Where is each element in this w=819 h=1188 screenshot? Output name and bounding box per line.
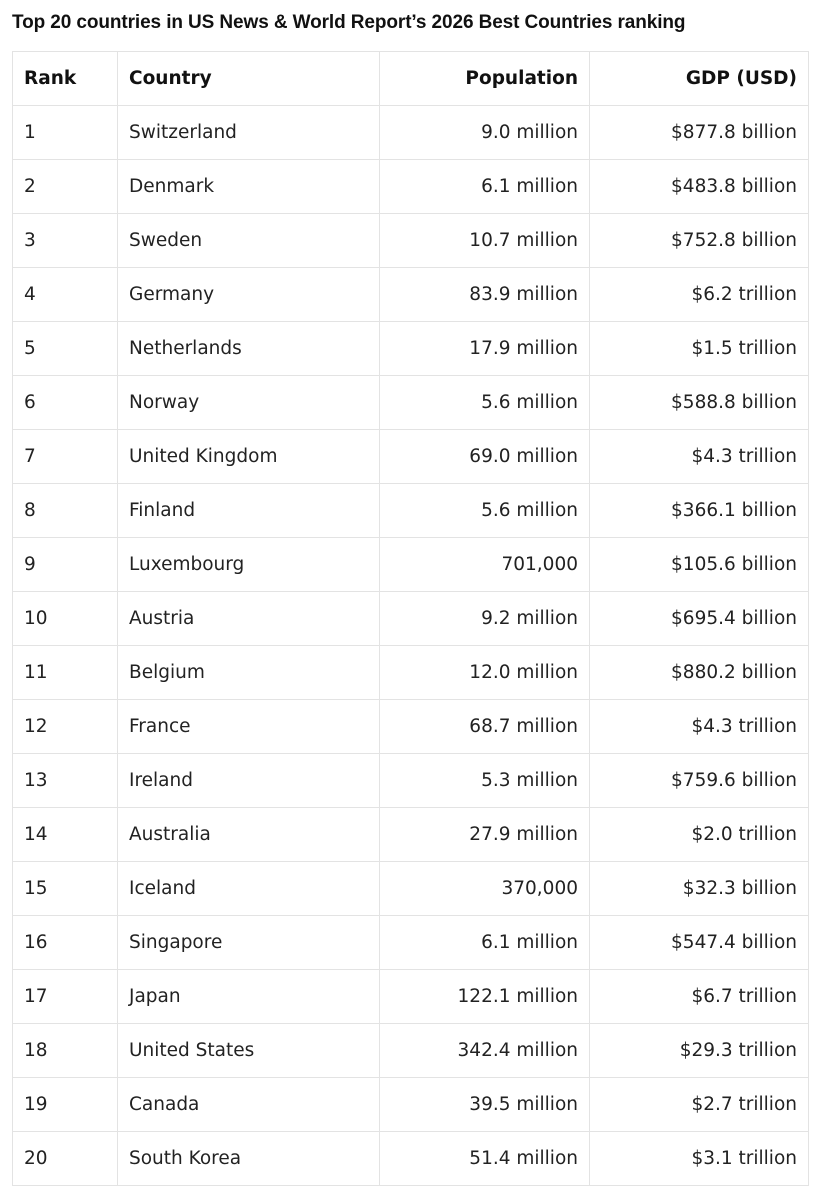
gdp-cell: $759.6 billion [590, 754, 809, 808]
table-row [13, 376, 809, 430]
country-cell: Canada [118, 1078, 380, 1132]
table-row [13, 592, 809, 646]
country-cell: Singapore [118, 916, 380, 970]
gdp-cell: $6.2 trillion [590, 268, 809, 322]
gdp-cell: $4.3 trillion [590, 700, 809, 754]
gdp-cell: $547.4 billion [590, 916, 809, 970]
gdp-cell: $2.7 trillion [590, 1078, 809, 1132]
population-cell: 6.1 million [380, 160, 590, 214]
table-row [13, 1132, 809, 1186]
gdp-cell: $6.7 trillion [590, 970, 809, 1024]
country-cell: Ireland [118, 754, 380, 808]
table-row [13, 916, 809, 970]
rank-cell: 3 [13, 214, 118, 268]
table-row [13, 484, 809, 538]
population-cell: 17.9 million [380, 322, 590, 376]
page-title: Top 20 countries in US News & World Report’s 2026 Best Countries ranking [12, 12, 686, 33]
rankings-table [12, 51, 809, 1186]
rank-cell: 2 [13, 160, 118, 214]
table-row [13, 862, 809, 916]
gdp-cell: $695.4 billion [590, 592, 809, 646]
population-cell: 39.5 million [380, 1078, 590, 1132]
table-row [13, 106, 809, 160]
rank-cell: 20 [13, 1132, 118, 1186]
population-cell: 10.7 million [380, 214, 590, 268]
gdp-cell: $880.2 billion [590, 646, 809, 700]
population-cell: 6.1 million [380, 916, 590, 970]
gdp-cell: $3.1 trillion [590, 1132, 809, 1186]
rank-cell: 16 [13, 916, 118, 970]
country-cell: Luxembourg [118, 538, 380, 592]
rank-cell: 6 [13, 376, 118, 430]
header-row [13, 52, 809, 106]
table-header [13, 52, 809, 106]
population-cell: 12.0 million [380, 646, 590, 700]
country-cell: Austria [118, 592, 380, 646]
table-row [13, 268, 809, 322]
table-row [13, 1078, 809, 1132]
gdp-cell: $752.8 billion [590, 214, 809, 268]
rank-cell: 9 [13, 538, 118, 592]
population-cell: 69.0 million [380, 430, 590, 484]
country-cell: Switzerland [118, 106, 380, 160]
table-row [13, 322, 809, 376]
population-cell: 68.7 million [380, 700, 590, 754]
rank-cell: 4 [13, 268, 118, 322]
country-cell: Australia [118, 808, 380, 862]
gdp-cell: $105.6 billion [590, 538, 809, 592]
gdp-cell: $4.3 trillion [590, 430, 809, 484]
rank-cell: 5 [13, 322, 118, 376]
rank-cell: 10 [13, 592, 118, 646]
table-row [13, 430, 809, 484]
population-cell: 83.9 million [380, 268, 590, 322]
rank-cell: 13 [13, 754, 118, 808]
country-cell: United Kingdom [118, 430, 380, 484]
rank-cell: 11 [13, 646, 118, 700]
country-cell: Sweden [118, 214, 380, 268]
table-row [13, 700, 809, 754]
table-body [13, 106, 809, 1186]
country-cell: Japan [118, 970, 380, 1024]
gdp-header: GDP (USD) [590, 52, 809, 106]
table-row [13, 646, 809, 700]
population-cell: 51.4 million [380, 1132, 590, 1186]
population-cell: 27.9 million [380, 808, 590, 862]
gdp-cell: $2.0 trillion [590, 808, 809, 862]
gdp-cell: $483.8 billion [590, 160, 809, 214]
population-cell: 370,000 [380, 862, 590, 916]
population-cell: 9.2 million [380, 592, 590, 646]
table-row [13, 754, 809, 808]
country-header: Country [118, 52, 380, 106]
population-cell: 122.1 million [380, 970, 590, 1024]
gdp-cell: $588.8 billion [590, 376, 809, 430]
gdp-cell: $877.8 billion [590, 106, 809, 160]
country-cell: Netherlands [118, 322, 380, 376]
gdp-cell: $366.1 billion [590, 484, 809, 538]
rank-cell: 17 [13, 970, 118, 1024]
gdp-cell: $29.3 trillion [590, 1024, 809, 1078]
gdp-cell: $1.5 trillion [590, 322, 809, 376]
country-cell: France [118, 700, 380, 754]
population-header: Population [380, 52, 590, 106]
table-row [13, 1024, 809, 1078]
country-cell: Belgium [118, 646, 380, 700]
population-cell: 5.6 million [380, 376, 590, 430]
rank-cell: 7 [13, 430, 118, 484]
table-row [13, 808, 809, 862]
rank-header: Rank [13, 52, 118, 106]
rank-cell: 18 [13, 1024, 118, 1078]
country-cell: Norway [118, 376, 380, 430]
country-cell: United States [118, 1024, 380, 1078]
rank-cell: 15 [13, 862, 118, 916]
gdp-cell: $32.3 billion [590, 862, 809, 916]
rankings-table-container [12, 51, 808, 1186]
table-row [13, 970, 809, 1024]
country-cell: South Korea [118, 1132, 380, 1186]
rank-cell: 19 [13, 1078, 118, 1132]
population-cell: 701,000 [380, 538, 590, 592]
population-cell: 9.0 million [380, 106, 590, 160]
rank-cell: 8 [13, 484, 118, 538]
country-cell: Iceland [118, 862, 380, 916]
rank-cell: 1 [13, 106, 118, 160]
table-row [13, 538, 809, 592]
table-row [13, 160, 809, 214]
population-cell: 5.6 million [380, 484, 590, 538]
population-cell: 5.3 million [380, 754, 590, 808]
country-cell: Denmark [118, 160, 380, 214]
country-cell: Finland [118, 484, 380, 538]
population-cell: 342.4 million [380, 1024, 590, 1078]
country-cell: Germany [118, 268, 380, 322]
table-row [13, 214, 809, 268]
rank-cell: 14 [13, 808, 118, 862]
rank-cell: 12 [13, 700, 118, 754]
